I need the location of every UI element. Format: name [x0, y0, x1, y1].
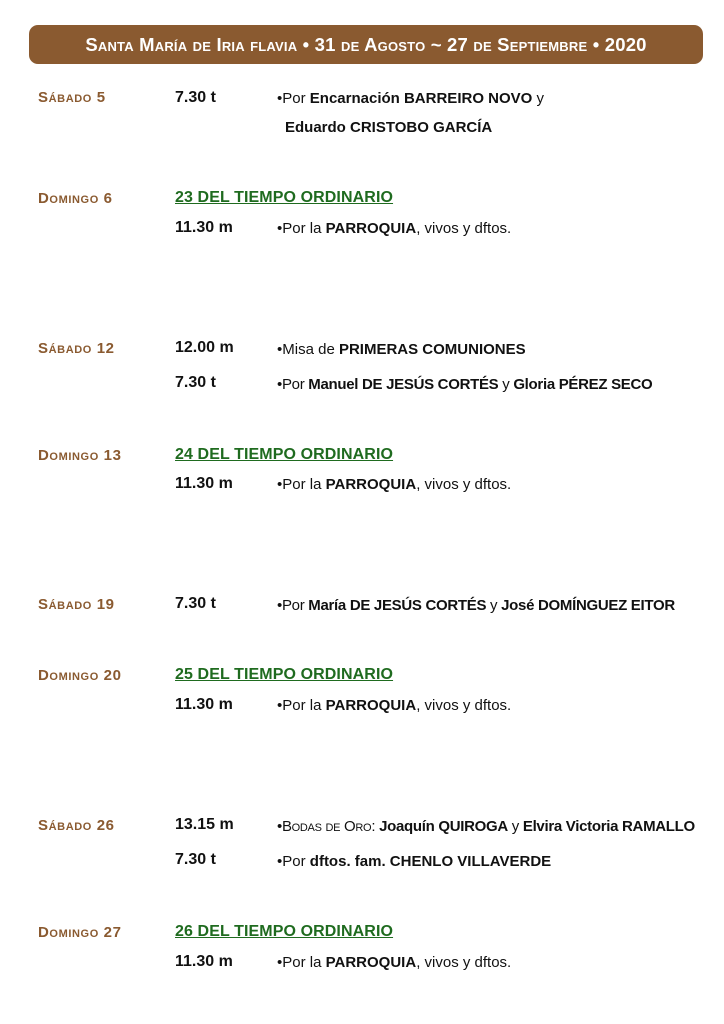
mass-intention: •Bodas de Oro: Joaquín QUIROGA y Elvira Victoria RAMALLO	[277, 818, 695, 835]
mass-intention-continued: Eduardo CRISTOBO GARCÍA	[285, 119, 493, 136]
sunday-title: 26 DEL TIEMPO ORDINARIO	[175, 923, 394, 940]
mass-time: 12.00 m	[175, 339, 234, 356]
mass-time: 13.15 m	[175, 816, 234, 833]
day-label: Domingo 6	[38, 190, 113, 207]
day-label: Sábado 5	[38, 89, 106, 106]
mass-time: 11.30 m	[175, 219, 233, 236]
day-label: Sábado 19	[38, 596, 115, 613]
mass-intention: •Por Manuel DE JESÚS CORTÉS y Gloria PÉREZ SECO	[277, 376, 653, 393]
day-label: Domingo 27	[38, 924, 122, 941]
header-banner	[29, 25, 703, 64]
mass-intention: •Por la PARROQUIA, vivos y dftos.	[277, 697, 512, 714]
sunday-title: 24 DEL TIEMPO ORDINARIO	[175, 446, 394, 463]
mass-time: 11.30 m	[175, 953, 233, 970]
mass-intention: •Por la PARROQUIA, vivos y dftos.	[277, 476, 512, 493]
mass-intention: •Por Encarnación BARREIRO NOVO y	[277, 90, 544, 107]
sunday-title: 23 DEL TIEMPO ORDINARIO	[175, 189, 394, 206]
mass-time: 7.30 t	[175, 595, 216, 612]
day-label: Sábado 12	[38, 340, 115, 357]
day-label: Domingo 13	[38, 447, 122, 464]
mass-time: 7.30 t	[175, 851, 216, 868]
mass-intention: •Por la PARROQUIA, vivos y dftos.	[277, 220, 512, 237]
page-title: Santa María de Iria flavia • 31 de Agosto ~ 27 de Septiembre • 2020	[85, 33, 647, 55]
day-label: Domingo 20	[38, 667, 122, 684]
mass-time: 7.30 t	[175, 374, 216, 391]
mass-time: 11.30 m	[175, 475, 233, 492]
mass-intention: •Por María DE JESÚS CORTÉS y José DOMÍNGUEZ EITOR	[277, 597, 675, 614]
mass-time: 7.30 t	[175, 89, 216, 106]
mass-intention: •Misa de PRIMERAS COMUNIONES	[277, 341, 526, 358]
mass-intention: •Por la PARROQUIA, vivos y dftos.	[277, 954, 512, 971]
sunday-title: 25 DEL TIEMPO ORDINARIO	[175, 666, 394, 683]
mass-intention: •Por dftos. fam. CHENLO VILLAVERDE	[277, 853, 552, 870]
day-label: Sábado 26	[38, 817, 115, 834]
mass-time: 11.30 m	[175, 696, 233, 713]
